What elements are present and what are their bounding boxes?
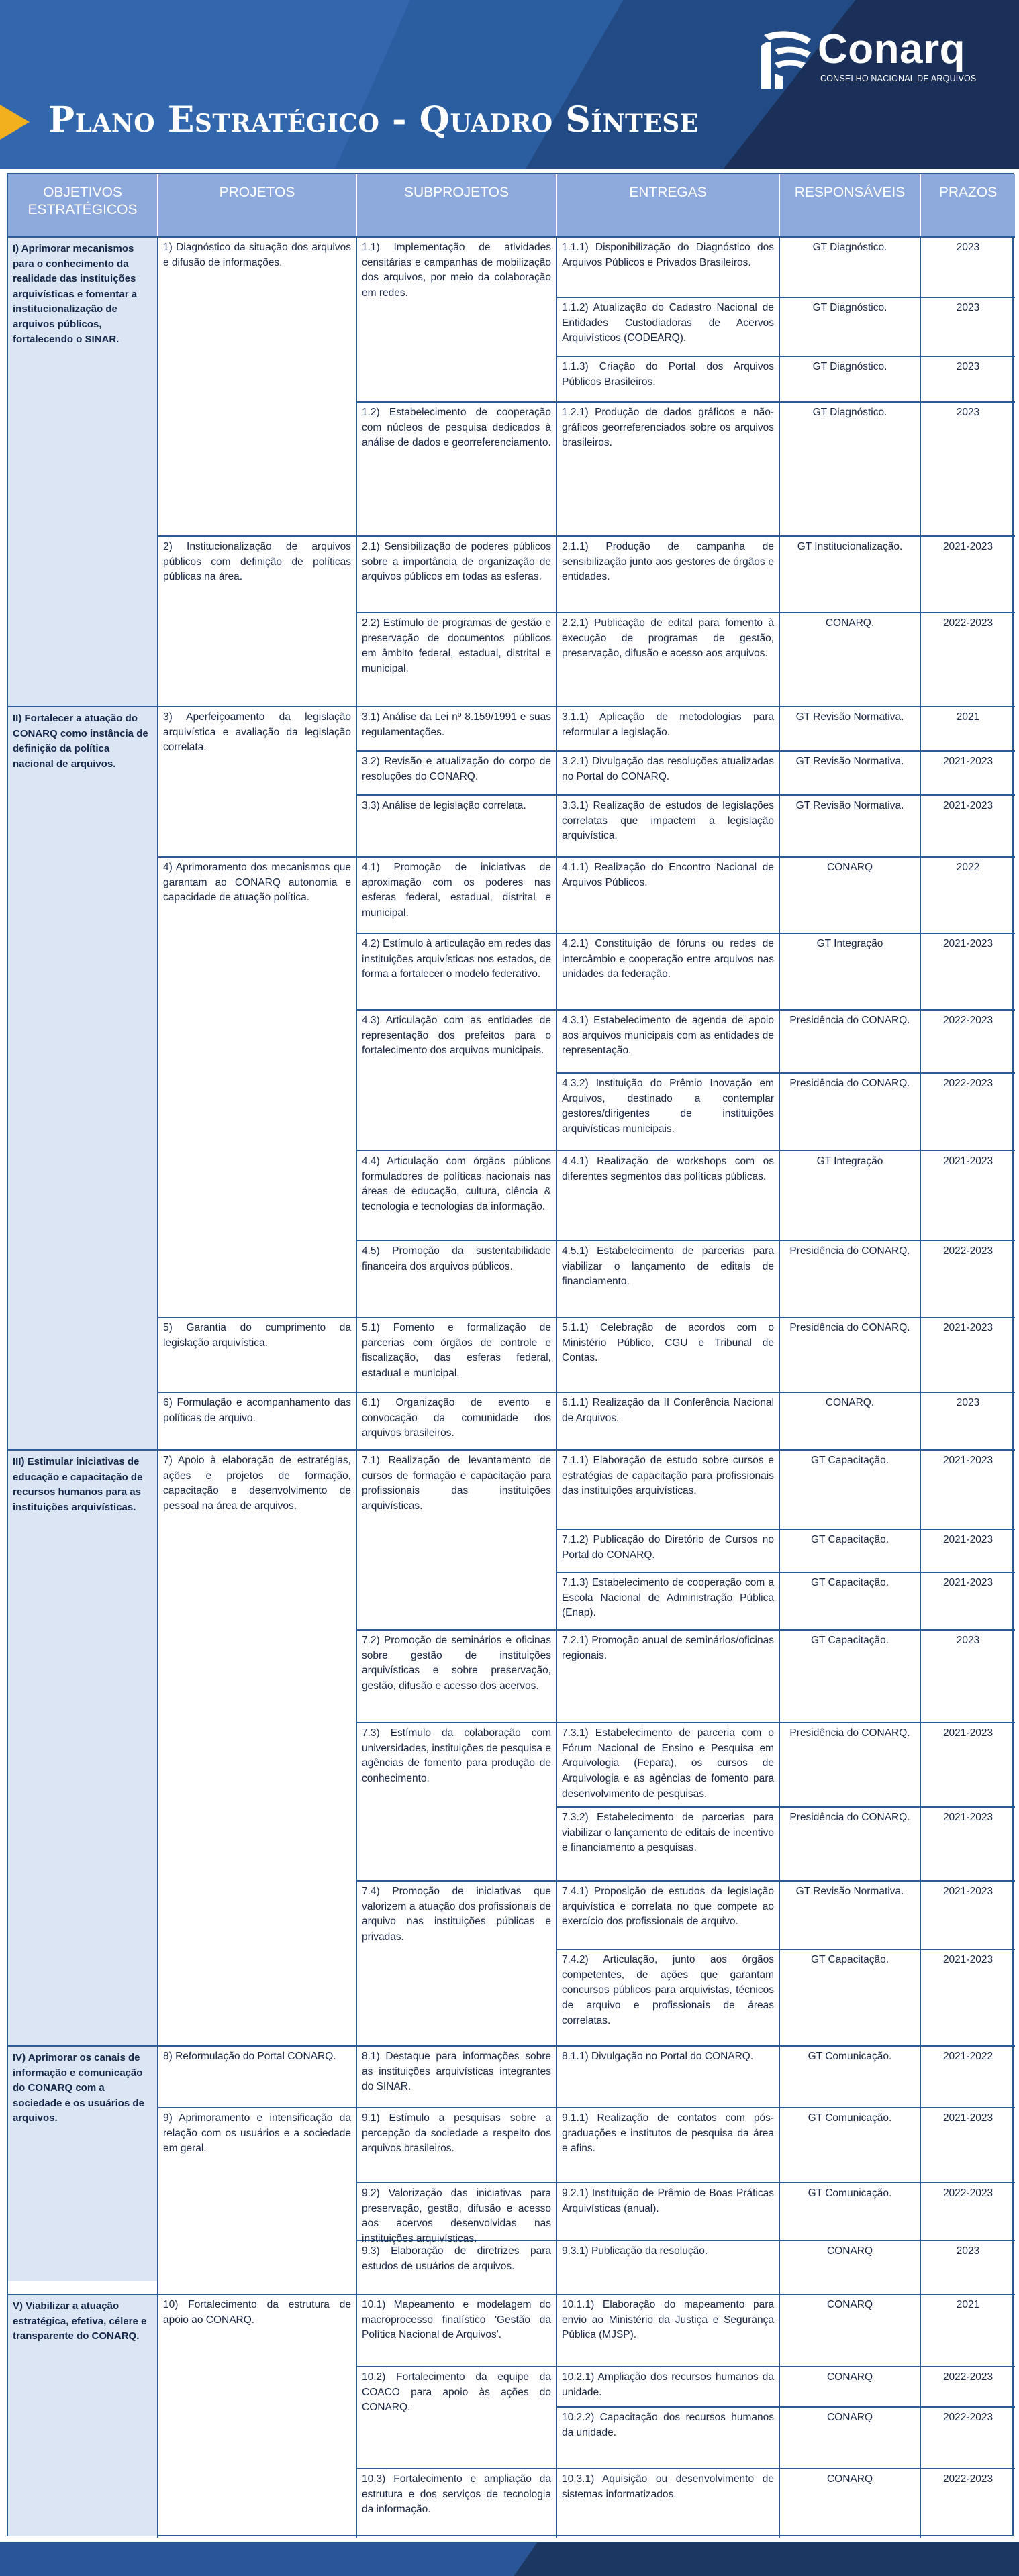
subproject-cell: 10.1) Mapeamento e modelagem do macroprocesso finalístico 'Gestão da Política Nacional de Arquivos'.: [362, 2299, 551, 2341]
delivery-cell: 2.2.1) Publicação de edital para fomento à execução de programas de gestão, preservação, difusão e acesso aos arquivos.: [562, 617, 774, 660]
delivery-cell: 6.1.1) Realização da II Conferência Nacional de Arquivos.: [562, 1397, 774, 1424]
responsible-cell: GT Capacitação.: [810, 1534, 889, 1545]
logo-subtitle: CONSELHO NACIONAL DE ARQUIVOS: [820, 74, 977, 83]
header-entregas: ENTREGAS: [557, 174, 780, 236]
objective-cell: V) Viabilizar a atuação estratégica, efetiva, célere e transparente do CONARQ.: [8, 2295, 157, 2536]
responsible-cell: GT Capacitação.: [810, 1954, 889, 1965]
deadline-cell: 2022-2023: [942, 1245, 993, 1257]
responsible-cell: GT Institucionalização.: [797, 541, 903, 552]
delivery-cell: 7.4.1) Proposição de estudos da legislação arquivística e correlata no que compete ao exercício dos profissionais de arquivo.: [562, 1886, 774, 1928]
responsible-cell: GT Capacitação.: [810, 1455, 889, 1466]
project-cell: 1) Diagnóstico da situação dos arquivos e difusão de informações.: [163, 242, 351, 268]
subproject-cell: 3.2) Revisão e atualização do corpo de resoluções do CONARQ.: [362, 756, 551, 782]
delivery-cell: 8.1.1) Divulgação no Portal do CONARQ.: [562, 2051, 754, 2062]
subproject-cell: 7.4) Promoção de iniciativas que valorizem a atuação dos profissionais de arquivo nas instituições públicas e privadas.: [362, 1886, 551, 1943]
deadline-cell: 2021-2023: [942, 2112, 993, 2124]
subproject-cell: 4.2) Estímulo à articulação em redes das instituições arquivísticas nos estados, de forma a fortalecer o modelo federativo.: [362, 938, 551, 980]
conarq-logo: [760, 26, 981, 94]
responsible-cell: CONARQ.: [825, 617, 875, 629]
subproject-cell: 3.3) Análise de legislação correlata.: [362, 800, 526, 811]
delivery-cell: 9.1.1) Realização de contatos com pós-graduações e institutos de pesquisa da área e afins.: [562, 2112, 774, 2155]
delivery-cell: 10.3.1) Aquisição ou desenvolvimento de sistemas informatizados.: [562, 2473, 774, 2500]
deadline-cell: 2022-2023: [942, 1015, 993, 1026]
deadline-cell: 2021-2023: [942, 1322, 993, 1333]
responsible-cell: Presidência do CONARQ.: [789, 1245, 910, 1257]
responsible-cell: CONARQ: [826, 2371, 873, 2383]
delivery-cell: 4.4.1) Realização de workshops com os diferentes segmentos das políticas públicas.: [562, 1155, 774, 1182]
delivery-cell: 7.1.3) Estabelecimento de cooperação com a Escola Nacional de Administração Pública (Enap).: [562, 1577, 774, 1619]
subproject-cell: 4.5) Promoção da sustentabilidade financeira dos arquivos públicos.: [362, 1245, 551, 1272]
responsible-cell: CONARQ: [826, 862, 873, 873]
subproject-cell: 1.1) Implementação de atividades censitárias e campanhas de mobilização dos arquivos, por meio da colaboração em redes.: [362, 242, 551, 299]
deadline-cell: 2023: [956, 302, 980, 313]
delivery-cell: 5.1.1) Celebração de acordos com o Ministério Público, CGU e Tribunal de Contas.: [562, 1322, 774, 1364]
responsible-cell: Presidência do CONARQ.: [789, 1322, 910, 1333]
page-footer: [0, 2542, 1019, 2576]
responsible-cell: CONARQ: [826, 2245, 873, 2257]
subproject-cell: 7.3) Estímulo da colaboração com universidades, instituições de pesquisa e agências de fomento para produção de conhecimento.: [362, 1727, 551, 1784]
project-cell: 5) Garantia do cumprimento da legislação arquivística.: [163, 1322, 351, 1349]
strategic-plan-table: [7, 173, 1014, 2536]
deadline-cell: 2021-2023: [942, 1577, 993, 1588]
subproject-cell: 9.1) Estímulo a pesquisas sobre a percepção da sociedade a respeito dos arquivos brasileiros.: [362, 2112, 551, 2155]
subproject-cell: 10.2) Fortalecimento da equipe da COACO para apoio às ações do CONARQ.: [362, 2371, 551, 2414]
subproject-cell: 5.1) Fomento e formalização de parcerias com órgãos de controle e fiscalização, das esferas federal, estadual e municipal.: [362, 1322, 551, 1379]
project-cell: 4) Aprimoramento dos mecanismos que garantam ao CONARQ autonomia e capacidade de atuação política.: [163, 862, 351, 904]
subproject-cell: 1.2) Estabelecimento de cooperação com núcleos de pesquisa dedicados à análise de dados e georreferenciamento.: [362, 407, 551, 449]
responsible-cell: GT Diagnóstico.: [812, 361, 887, 372]
responsible-cell: GT Revisão Normativa.: [795, 1886, 904, 1897]
project-cell: 8) Reformulação do Portal CONARQ.: [163, 2051, 336, 2062]
responsible-cell: Presidência do CONARQ.: [789, 1727, 910, 1739]
delivery-cell: 3.2.1) Divulgação das resoluções atualizadas no Portal do CONARQ.: [562, 756, 774, 782]
deadline-cell: 2022-2023: [942, 1078, 993, 1089]
delivery-cell: 2.1.1) Produção de campanha de sensibilização junto aos gestores de órgãos e entidades.: [562, 541, 774, 583]
delivery-cell: 7.1.1) Elaboração de estudo sobre cursos e estratégias de capacitação para profissionais das instituições arquivísticas.: [562, 1455, 774, 1497]
delivery-cell: 4.3.2) Instituição do Prêmio Inovação em Arquivos, destinado a contemplar gestores/dirigentes de instituições arquivísticas municipais.: [562, 1078, 774, 1135]
subproject-cell: 4.1) Promoção de iniciativas de aproximação com os poderes nas esferas federal, estadual, distrital e municipal.: [362, 862, 551, 919]
delivery-cell: 9.3.1) Publicação da resolução.: [562, 2245, 708, 2257]
deadline-cell: 2021-2023: [942, 800, 993, 811]
header-subprojetos: SUBPROJETOS: [357, 174, 557, 236]
project-cell: 2) Institucionalização de arquivos públicos com definição de políticas públicas na área.: [163, 541, 351, 583]
subproject-cell: 2.2) Estímulo de programas de gestão e preservação de documentos públicos em âmbito federal, estadual, distrital e municipal.: [362, 617, 551, 674]
delivery-cell: 10.1.1) Elaboração do mapeamento para envio ao Ministério da Justiça e Segurança Pública (MJSP).: [562, 2299, 774, 2341]
responsible-cell: Presidência do CONARQ.: [789, 1015, 910, 1026]
subproject-cell: 6.1) Organização de evento e convocação da comunidade dos arquivos brasileiros.: [362, 1397, 551, 1439]
project-cell: 9) Aprimoramento e intensificação da relação com os usuários e a sociedade em geral.: [163, 2112, 351, 2155]
delivery-cell: 7.4.2) Articulação, junto aos órgãos competentes, de ações que garantam concursos públicos para arquivistas, técnicos de arquivo e profissionais de áreas correlatas.: [562, 1954, 774, 2026]
responsible-cell: GT Comunicação.: [808, 2051, 892, 2062]
subproject-cell: 3.1) Análise da Lei nº 8.159/1991 e suas regulamentações.: [362, 711, 551, 738]
subproject-cell: 10.3) Fortalecimento e ampliação da estrutura e dos serviços de tecnologia da informação.: [362, 2473, 551, 2516]
project-cell: 7) Apoio à elaboração de estratégias, ações e projetos de formação, capacitação e desenvolvimento de pessoal na área de arquivos.: [163, 1455, 351, 1512]
delivery-cell: 7.3.2) Estabelecimento de parcerias para viabilizar o lançamento de editais de incentivo e financiamento a pesquisas.: [562, 1812, 774, 1854]
deadline-cell: 2021-2023: [942, 938, 993, 949]
responsible-cell: GT Diagnóstico.: [812, 407, 887, 418]
deadline-cell: 2023: [956, 2245, 980, 2257]
deadline-cell: 2023: [956, 361, 980, 372]
delivery-cell: 1.1.3) Criação do Portal dos Arquivos Públicos Brasileiros.: [562, 361, 774, 388]
deadline-cell: 2023: [956, 1635, 980, 1646]
responsible-cell: CONARQ.: [825, 1397, 875, 1408]
deadline-cell: 2022-2023: [942, 2412, 993, 2423]
responsible-cell: GT Revisão Normativa.: [795, 711, 904, 723]
delivery-cell: 4.1.1) Realização do Encontro Nacional de Arquivos Públicos.: [562, 862, 774, 888]
responsible-cell: GT Diagnóstico.: [812, 302, 887, 313]
responsible-cell: GT Comunicação.: [808, 2112, 892, 2124]
deadline-cell: 2021: [956, 711, 980, 723]
delivery-cell: 9.2.1) Instituição de Prêmio de Boas Práticas Arquivísticas (anual).: [562, 2187, 774, 2214]
arrow-marker-icon: [0, 105, 30, 140]
subproject-cell: 4.3) Articulação com as entidades de representação dos prefeitos para o fortalecimento dos arquivos municipais.: [362, 1015, 551, 1057]
deadline-cell: 2021-2023: [942, 1155, 993, 1167]
deadline-cell: 2022: [956, 862, 980, 873]
deadline-cell: 2021-2023: [942, 1455, 993, 1466]
delivery-cell: 4.3.1) Estabelecimento de agenda de apoio aos arquivos municipais com as entidades de representação.: [562, 1015, 774, 1057]
delivery-cell: 1.1.2) Atualização do Cadastro Nacional de Entidades Custodiadoras de Acervos Arquivísticos (CODEARQ).: [562, 302, 774, 344]
delivery-cell: 1.2.1) Produção de dados gráficos e não-gráficos georreferenciados sobre os arquivos brasileiros.: [562, 407, 774, 449]
responsible-cell: GT Revisão Normativa.: [795, 800, 904, 811]
responsible-cell: GT Revisão Normativa.: [795, 756, 904, 767]
subproject-cell: 7.2) Promoção de seminários e oficinas sobre gestão de instituições arquivísticas e sobre preservação, gestão, difusão e acesso dos acervos.: [362, 1635, 551, 1692]
header-prazos: PRAZOS: [921, 174, 1015, 236]
delivery-cell: 3.3.1) Realização de estudos de legislações correlatas que impactem a legislação arquivística.: [562, 800, 774, 842]
objective-cell: I) Aprimorar mecanismos para o conhecimento da realidade das instituições arquivísticas e fomentar a institucionalização de arquivos públicos, fortalecendo o SINAR.: [8, 238, 157, 719]
subproject-cell: 9.3) Elaboração de diretrizes para estudos de usuários de arquivos.: [362, 2245, 551, 2272]
deadline-cell: 2021-2023: [942, 1534, 993, 1545]
objective-cell: IV) Aprimorar os canais de informação e comunicação do CONARQ com a sociedade e os usuários de arquivos.: [8, 2047, 157, 2281]
page-title: Plano Estratégico - Quadro Síntese: [48, 99, 699, 140]
deadline-cell: 2023: [956, 1397, 980, 1408]
deadline-cell: 2022-2023: [942, 2473, 993, 2485]
delivery-cell: 10.2.2) Capacitação dos recursos humanos da unidade.: [562, 2412, 774, 2438]
deadline-cell: 2021-2023: [942, 1727, 993, 1739]
delivery-cell: 4.5.1) Estabelecimento de parcerias para viabilizar o lançamento de editais de financiamento.: [562, 1245, 774, 1288]
deadline-cell: 2023: [956, 407, 980, 418]
delivery-cell: 7.2.1) Promoção anual de seminários/oficinas regionais.: [562, 1635, 774, 1661]
delivery-cell: 3.1.1) Aplicação de metodologias para reformular a legislação.: [562, 711, 774, 738]
responsible-cell: CONARQ: [826, 2473, 873, 2485]
subproject-cell: 2.1) Sensibilização de poderes públicos sobre a importância de organização de arquivos públicos em todas as esferas.: [362, 541, 551, 583]
responsible-cell: Presidência do CONARQ.: [789, 1078, 910, 1089]
responsible-cell: Presidência do CONARQ.: [789, 1812, 910, 1823]
deadline-cell: 2022-2023: [942, 2371, 993, 2383]
header-responsaveis: RESPONSÁVEIS: [780, 174, 921, 236]
responsible-cell: GT Capacitação.: [810, 1577, 889, 1588]
deadline-cell: 2021-2022: [942, 2051, 993, 2062]
responsible-cell: GT Comunicação.: [808, 2187, 892, 2199]
delivery-cell: 4.2.1) Constituição de fóruns ou redes de intercâmbio e cooperação entre arquivos nas unidades da federação.: [562, 938, 774, 980]
conarq-logo-icon: [760, 30, 812, 89]
deadline-cell: 2021-2023: [942, 541, 993, 552]
objective-cell: III) Estimular iniciativas de educação e capacitação de recursos humanos para as instituições arquivísticas.: [8, 1451, 157, 2045]
delivery-cell: 10.2.1) Ampliação dos recursos humanos da unidade.: [562, 2371, 774, 2398]
delivery-cell: 7.1.2) Publicação do Diretório de Cursos no Portal do CONARQ.: [562, 1534, 774, 1561]
responsible-cell: CONARQ: [826, 2299, 873, 2310]
project-cell: 3) Aperfeiçoamento da legislação arquivística e avaliação da legislação correlata.: [163, 711, 351, 754]
deadline-cell: 2022-2023: [942, 2187, 993, 2199]
deadline-cell: 2022-2023: [942, 617, 993, 629]
responsible-cell: GT Integração: [816, 1155, 883, 1167]
deadline-cell: 2021-2023: [942, 1812, 993, 1823]
subproject-cell: 7.1) Realização de levantamento de cursos de formação e capacitação para profissionais das instituições arquivísticas.: [362, 1455, 551, 1512]
delivery-cell: 1.1.1) Disponibilização do Diagnóstico dos Arquivos Públicos e Privados Brasileiros.: [562, 242, 774, 268]
deadline-cell: 2023: [956, 242, 980, 253]
project-cell: 6) Formulação e acompanhamento das políticas de arquivo.: [163, 1397, 351, 1424]
deadline-cell: 2021-2023: [942, 1954, 993, 1965]
objective-cell: II) Fortalecer a atuação do CONARQ como instância de definição da política nacional de arquivos.: [8, 707, 157, 1449]
project-cell: 10) Fortalecimento da estrutura de apoio ao CONARQ.: [163, 2299, 351, 2326]
delivery-cell: 7.3.1) Estabelecimento de parceria com o Fórum Nacional de Ensino e Pesquisa em Arquivologia (Fepara), os cursos de Arquivologia e as agências de fomento para desenvolvimento de pesquisas.: [562, 1727, 774, 1800]
header-objetivos: OBJETIVOS ESTRATÉGICOS: [8, 174, 158, 236]
responsible-cell: GT Diagnóstico.: [812, 242, 887, 253]
logo-wordmark: Conarq: [818, 26, 965, 72]
subproject-cell: 4.4) Articulação com órgãos públicos formuladores de políticas nacionais nas áreas de educação, cultura, ciência & tecnologia e tecnologias da informação.: [362, 1155, 551, 1213]
responsible-cell: GT Capacitação.: [810, 1635, 889, 1646]
deadline-cell: 2021: [956, 2299, 980, 2310]
subproject-cell: 8.1) Destaque para informações sobre as instituições arquivísticas integrantes do SINAR.: [362, 2051, 551, 2093]
responsible-cell: GT Integração: [816, 938, 883, 949]
deadline-cell: 2021-2023: [942, 756, 993, 767]
responsible-cell: CONARQ: [826, 2412, 873, 2423]
deadline-cell: 2021-2023: [942, 1886, 993, 1897]
subproject-cell: 9.2) Valorização das iniciativas para preservação, gestão, difusão e acesso aos acervos desenvolvidas nas instituições arquivísticas.: [362, 2187, 551, 2245]
header-projetos: PROJETOS: [158, 174, 357, 236]
